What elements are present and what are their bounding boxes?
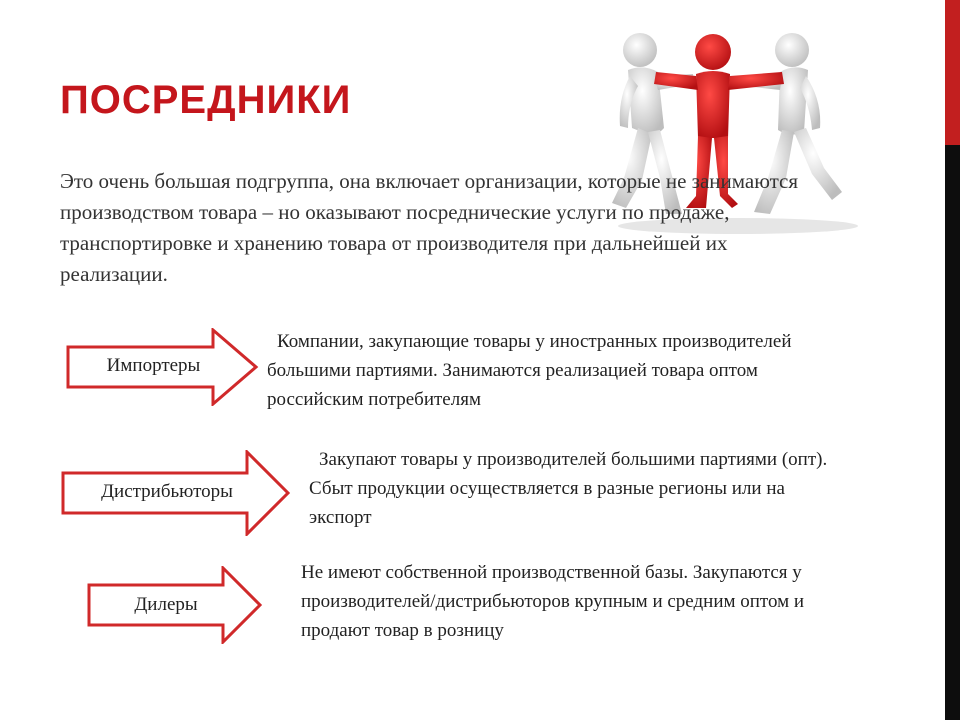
importers-description: Компании, закупающие товары у иностранных производителей большими партиями. Занимаются реализацией товара оптом российским потребителям <box>267 331 792 410</box>
dealers-arrow <box>86 566 264 644</box>
distributors-description: Закупают товары у производителей большими партиями (опт). Сбыт продукции осуществляется в разные регионы или на экспорт <box>309 449 828 528</box>
side-accent-bar-red <box>945 0 960 145</box>
distributors-arrow <box>60 450 292 536</box>
importers-label: Импортеры <box>106 355 201 376</box>
dealers-description: Не имеют собственной производственной базы. Закупаются у производителей/дистрибьюторов крупным и средним оптом и продают товар в розницу <box>301 562 805 641</box>
side-accent-bar-black <box>945 145 960 720</box>
distributors-label: Дистрибьюторы <box>101 481 233 502</box>
dealers-label: Дилеры <box>134 594 198 615</box>
slide-title: ПОСРЕДНИКИ <box>60 78 352 122</box>
importers-arrow <box>65 328 260 406</box>
intro-paragraph: Это очень большая подгруппа, она включает организации, которые не занимаются производством товара – но оказывают посреднические услуги по продаже, транспортировке и хранению товара от производителя при дальнейшей их реализации. <box>60 169 799 286</box>
